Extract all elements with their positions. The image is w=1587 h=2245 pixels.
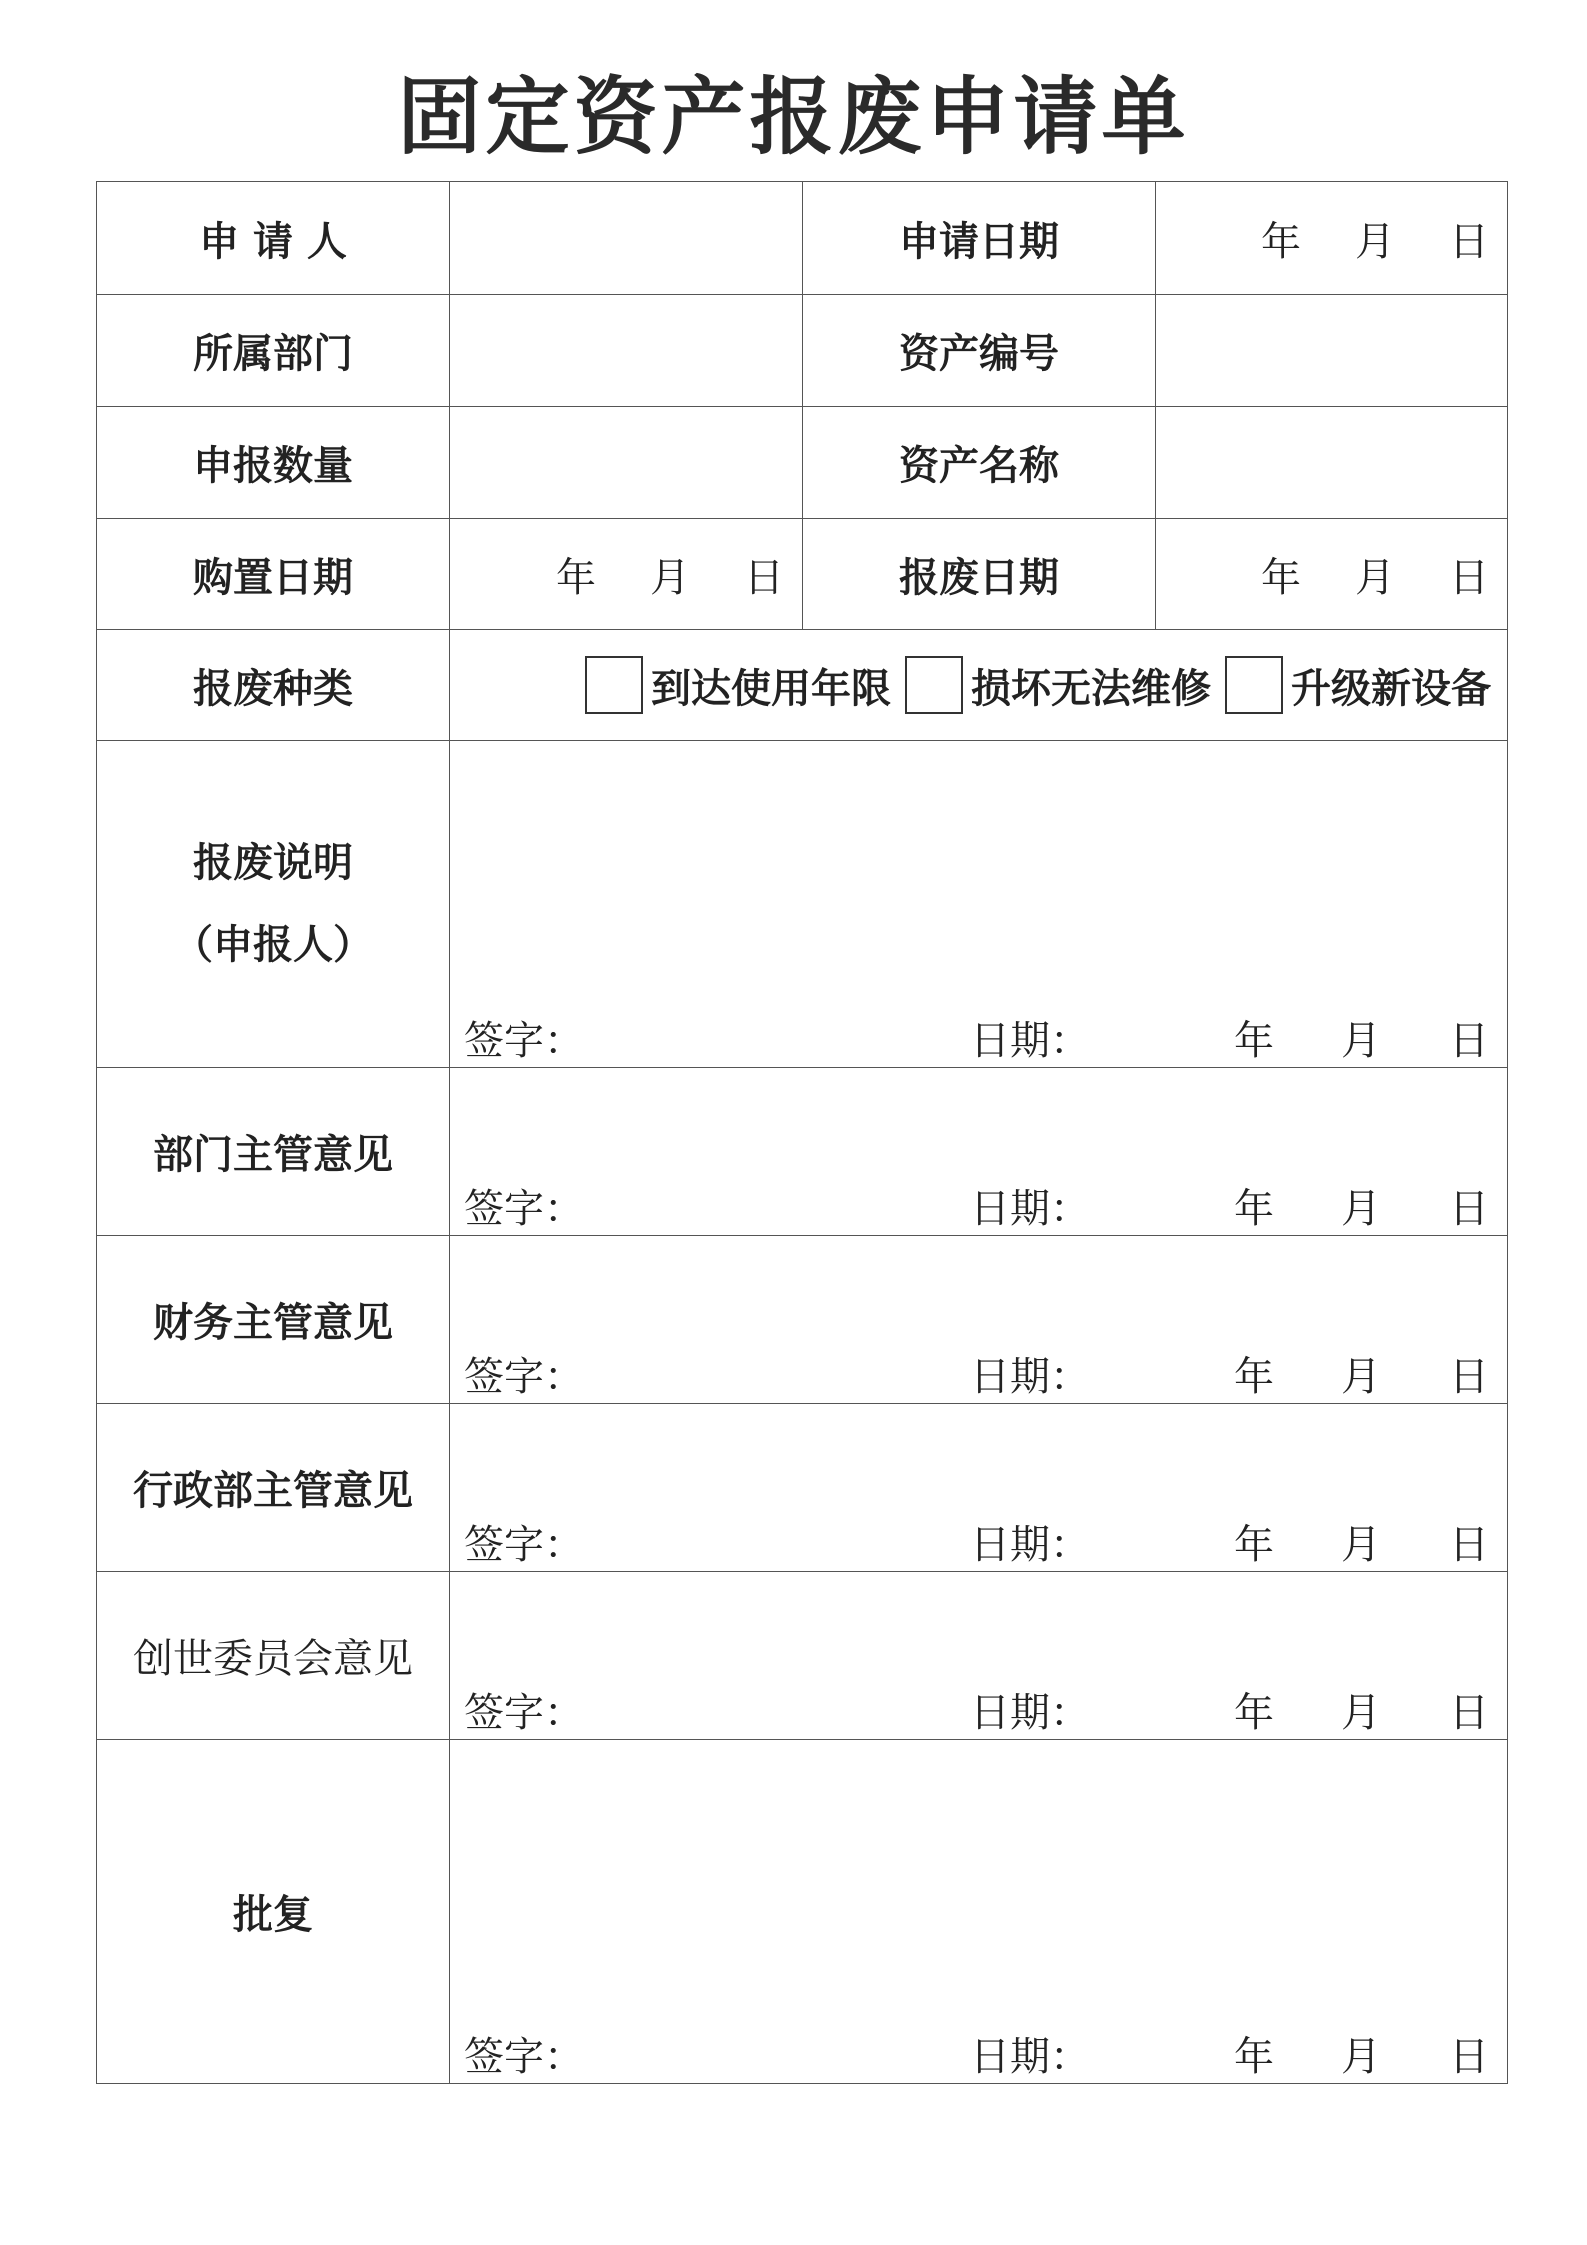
scrap-type-option-upgrade[interactable] (1225, 656, 1491, 714)
month-text: 月 (1355, 554, 1395, 601)
asset-name-field[interactable] (1156, 407, 1508, 519)
day-text: 日 (1449, 1018, 1489, 1064)
asset-name-label: 资产名称 (803, 407, 1156, 519)
sign-label: 签字： (464, 1186, 584, 1232)
checkbox-icon[interactable] (585, 656, 643, 714)
sign-label: 签字： (464, 1018, 584, 1064)
sign-line (464, 2025, 1489, 2080)
dept-opinion-field[interactable] (450, 1068, 1508, 1236)
year-text: 年 (1234, 2034, 1274, 2080)
sign-line (464, 1513, 1489, 1568)
quantity-label: 申报数量 (97, 407, 450, 519)
day-text: 日 (1449, 1354, 1489, 1400)
sign-label: 签字： (464, 1690, 584, 1736)
day-text: 日 (744, 554, 784, 601)
explanation-label-line1: 报废说明 (193, 840, 353, 886)
scrap-date-label: 报废日期 (803, 519, 1156, 630)
approval-label: 批复 (97, 1740, 450, 2084)
purchase-date-label: 购置日期 (97, 519, 450, 630)
month-text: 月 (1341, 1522, 1381, 1568)
finance-opinion-field[interactable] (450, 1236, 1508, 1404)
department-label: 所属部门 (97, 295, 450, 407)
date-label: 日期： (970, 1018, 1090, 1064)
scrap-type-option-damaged[interactable] (905, 656, 1211, 714)
date-label: 日期： (970, 1186, 1090, 1232)
explanation-label (97, 741, 450, 1068)
row-approval (97, 1740, 1508, 2084)
approval-field[interactable] (450, 1740, 1508, 2084)
sign-line (464, 1681, 1489, 1736)
asset-no-label: 资产编号 (803, 295, 1156, 407)
year-text: 年 (1234, 1018, 1274, 1064)
checkbox-icon[interactable] (1225, 656, 1283, 714)
committee-opinion-label: 创世委员会意见 (97, 1572, 450, 1740)
date-label: 日期： (970, 2034, 1090, 2080)
month-text: 月 (1341, 1690, 1381, 1736)
sign-line (464, 1177, 1489, 1232)
date-label: 日期： (970, 1690, 1090, 1736)
row-department (97, 295, 1508, 407)
row-admin-opinion (97, 1404, 1508, 1572)
admin-opinion-label: 行政部主管意见 (97, 1404, 450, 1572)
explanation-field[interactable] (450, 741, 1508, 1068)
day-text: 日 (1449, 554, 1489, 601)
finance-opinion-label: 财务主管意见 (97, 1236, 450, 1404)
day-text: 日 (1449, 1690, 1489, 1736)
sign-line (464, 1009, 1489, 1064)
row-dates (97, 519, 1508, 630)
scrap-type-label: 报废种类 (97, 630, 450, 741)
purchase-date-field[interactable] (450, 519, 803, 630)
year-text: 年 (1234, 1186, 1274, 1232)
page-title: 固定资产报废申请单 (397, 68, 1190, 166)
asset-no-field[interactable] (1156, 295, 1508, 407)
day-text: 日 (1449, 1522, 1489, 1568)
sign-label: 签字： (464, 1522, 584, 1568)
dept-opinion-label: 部门主管意见 (97, 1068, 450, 1236)
department-field[interactable] (450, 295, 803, 407)
apply-date-field[interactable] (1156, 182, 1508, 295)
scrap-date-field[interactable] (1156, 519, 1508, 630)
row-committee-opinion (97, 1572, 1508, 1740)
sign-label: 签字： (464, 2034, 584, 2080)
month-text: 月 (1355, 218, 1395, 265)
month-text: 月 (1341, 1018, 1381, 1064)
row-quantity (97, 407, 1508, 519)
row-finance-opinion (97, 1236, 1508, 1404)
row-applicant (97, 182, 1508, 295)
row-scrap-type (97, 630, 1508, 741)
sign-line (464, 1345, 1489, 1400)
day-text: 日 (1449, 1186, 1489, 1232)
admin-opinion-field[interactable] (450, 1404, 1508, 1572)
month-text: 月 (1341, 1186, 1381, 1232)
year-text: 年 (556, 554, 596, 601)
committee-opinion-field[interactable] (450, 1572, 1508, 1740)
applicant-label: 申 请 人 (97, 182, 450, 295)
scrap-type-options (450, 630, 1508, 741)
option-label: 到达使用年限 (651, 665, 891, 712)
quantity-field[interactable] (450, 407, 803, 519)
year-text: 年 (1261, 218, 1301, 265)
row-explanation (97, 741, 1508, 1068)
apply-date-label: 申请日期 (803, 182, 1156, 295)
date-label: 日期： (970, 1522, 1090, 1568)
year-text: 年 (1261, 554, 1301, 601)
month-text: 月 (1341, 2034, 1381, 2080)
day-text: 日 (1449, 218, 1489, 265)
option-label: 损坏无法维修 (971, 665, 1211, 712)
month-text: 月 (1341, 1354, 1381, 1400)
checkbox-icon[interactable] (905, 656, 963, 714)
explanation-label-line2: （申报人） (173, 922, 373, 968)
sign-label: 签字： (464, 1354, 584, 1400)
row-dept-opinion (97, 1068, 1508, 1236)
date-label: 日期： (970, 1354, 1090, 1400)
year-text: 年 (1234, 1354, 1274, 1400)
scrap-type-option-expired[interactable] (585, 656, 891, 714)
day-text: 日 (1449, 2034, 1489, 2080)
scrap-request-form (96, 181, 1508, 2084)
option-label: 升级新设备 (1291, 665, 1491, 712)
year-text: 年 (1234, 1690, 1274, 1736)
month-text: 月 (650, 554, 690, 601)
year-text: 年 (1234, 1522, 1274, 1568)
applicant-field[interactable] (450, 182, 803, 295)
